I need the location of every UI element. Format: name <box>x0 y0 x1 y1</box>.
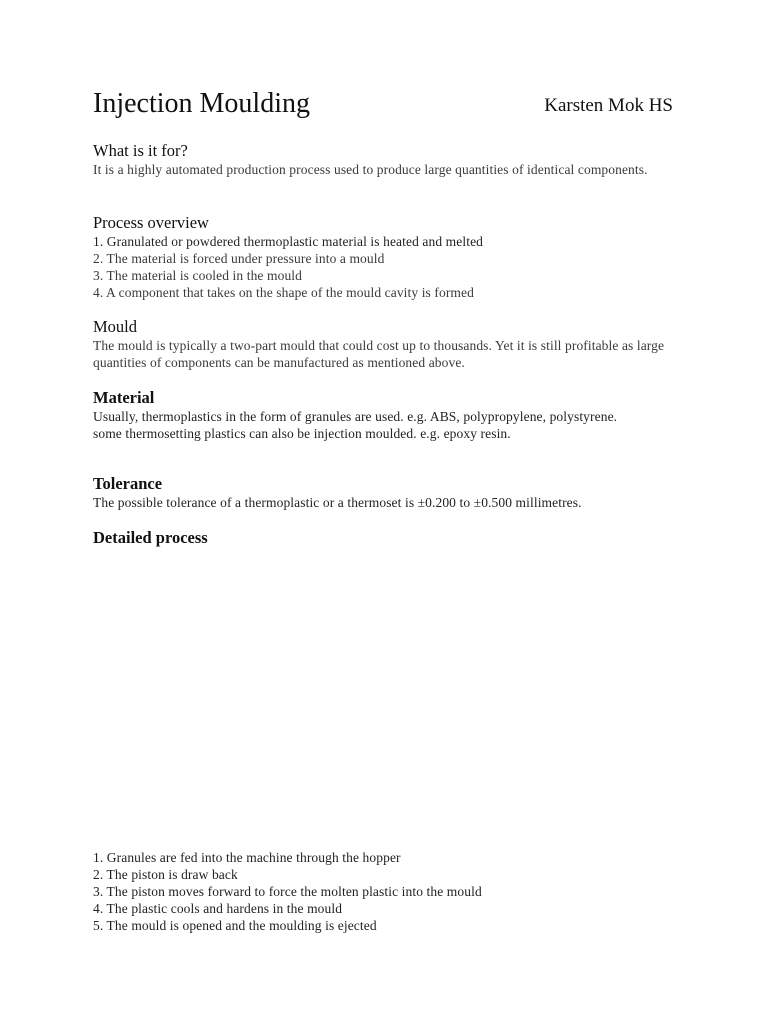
list-item: 4. The plastic cools and hardens in the mould <box>93 901 343 916</box>
section-heading-overview: Process overview <box>93 213 209 232</box>
list-item: 1. Granules are fed into the machine through the hopper <box>93 850 401 865</box>
list-item: 3. The piston moves forward to force the molten plastic into the mould <box>93 884 482 899</box>
list-item: 2. The material is forced under pressure into a mould <box>93 251 385 266</box>
section-body-material-line2: some thermosetting plastics can also be injection moulded. e.g. epoxy resin. <box>93 426 511 441</box>
section-heading-tolerance: Tolerance <box>93 474 163 493</box>
section-body-material-line1: Usually, thermoplastics in the form of granules are used. e.g. ABS, polypropylene, polystyrene. <box>93 409 618 424</box>
list-item: 4. A component that takes on the shape of the mould cavity is formed <box>93 285 474 300</box>
section-tolerance <box>93 474 683 511</box>
list-item: 2. The piston is draw back <box>93 867 238 882</box>
section-mould <box>93 317 683 371</box>
list-item: 5. The mould is opened and the moulding is ejected <box>93 918 377 933</box>
overview-steps-list <box>93 233 683 301</box>
section-detailed-steps <box>93 849 683 934</box>
diagram-placeholder <box>93 560 683 840</box>
section-material <box>93 388 683 442</box>
list-item: 1. Granulated or powdered thermoplastic material is heated and melted <box>93 234 484 249</box>
list-item: 3. The material is cooled in the mould <box>93 268 303 283</box>
section-body-tolerance: The possible tolerance of a thermoplastic or a thermoset is ±0.200 to ±0.500 millimetres. <box>93 495 582 510</box>
section-purpose <box>93 141 683 178</box>
section-overview <box>93 213 683 301</box>
section-detailed <box>93 528 683 548</box>
section-heading-material: Material <box>93 388 155 407</box>
document-title: Injection Moulding <box>93 88 310 119</box>
section-body-purpose: It is a highly automated production process used to produce large quantities of identical components. <box>93 162 648 177</box>
section-body-mould: The mould is typically a two-part mould that could cost up to thousands. Yet it is still profitable as large quantities of components can be manufactured as mentioned above. <box>93 338 665 370</box>
author-name: Karsten Mok HS <box>544 95 673 116</box>
section-heading-purpose: What is it for? <box>93 141 188 160</box>
section-heading-mould: Mould <box>93 317 138 336</box>
section-heading-detailed: Detailed process <box>93 528 208 547</box>
detailed-steps-list <box>93 849 683 934</box>
